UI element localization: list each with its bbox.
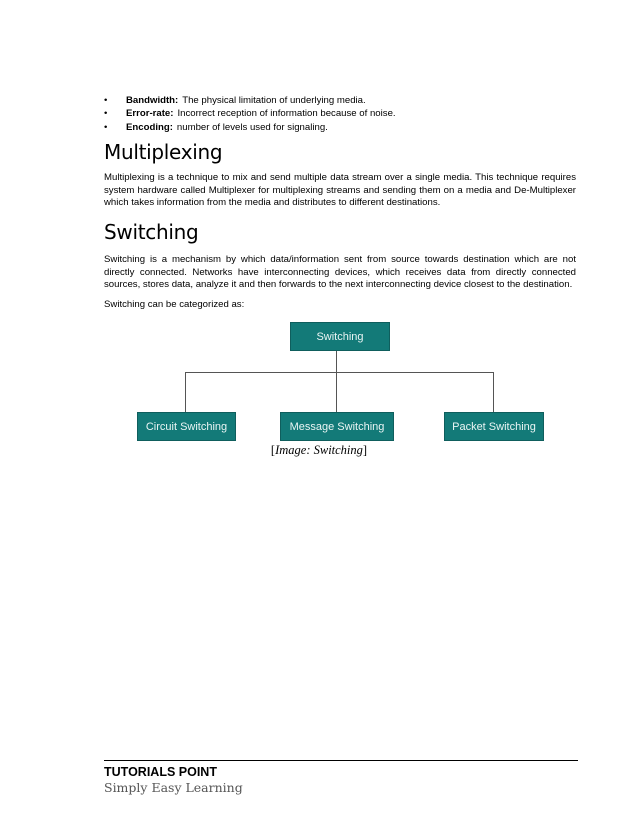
list-item — [104, 107, 396, 120]
connector-line — [493, 372, 494, 412]
footer-subtitle: Simply Easy Learning — [104, 780, 243, 795]
bullet-text: Incorrect reception of information because of noise. — [177, 108, 396, 120]
connector-line — [185, 372, 493, 373]
bullet-icon: • — [104, 108, 108, 120]
bullet-icon: • — [104, 95, 108, 106]
connector-line — [185, 372, 186, 412]
connector-line — [336, 351, 337, 412]
bullet-text: number of levels used for signaling. — [176, 121, 328, 133]
list-item — [104, 121, 396, 134]
footer-title: TUTORIALS POINT — [104, 765, 217, 779]
multiplexing-heading: Multiplexing — [104, 140, 223, 164]
caption-text: Image: Switching — [275, 443, 363, 457]
list-item — [104, 94, 396, 107]
bullet-term: Bandwidth: — [126, 95, 179, 106]
image-caption — [0, 443, 638, 458]
bullet-term: Error-rate: — [126, 108, 174, 120]
switching-heading: Switching — [104, 220, 199, 244]
bullet-list — [104, 94, 396, 134]
switching-node: Switching — [290, 322, 390, 351]
circuit-switching-node: Circuit Switching — [137, 412, 236, 441]
bullet-icon: • — [104, 121, 108, 133]
bullet-term: Encoding: — [126, 121, 173, 133]
switching-paragraph: Switching is a mechanism by which data/information sent from source towards destination which are not directly connected. Networks have interconnecting devices, which receives data from directly connected sources, stores data, analyze it and then forwards to the next interconnecting device closest to the destination. — [104, 254, 576, 290]
bullet-text: The physical limitation of underlying media. — [182, 95, 366, 106]
multiplexing-paragraph: Multiplexing is a technique to mix and send multiple data stream over a single media. This technique requires system hardware called Multiplexer for multiplexing streams and sending them on a media and De-Multiplexer which takes information from the media and distributes to different destinations. — [104, 172, 576, 208]
caption-bracket: [ — [270, 443, 276, 457]
caption-bracket: ] — [362, 443, 368, 457]
packet-switching-node: Packet Switching — [444, 412, 544, 441]
switching-intro: Switching can be categorized as: — [104, 299, 245, 310]
message-switching-node: Message Switching — [280, 412, 394, 441]
footer-divider — [104, 760, 578, 761]
